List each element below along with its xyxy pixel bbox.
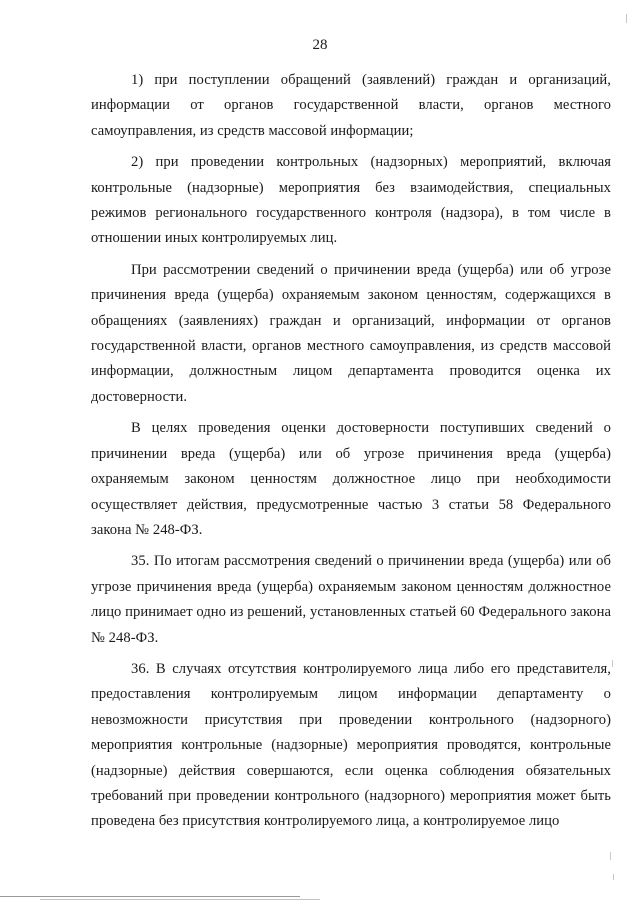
- paragraph-item-1: 1) при поступлении обращений (заявлений) граждан и организаций, информации от органов государственной власти, органов местного самоуправления, из средств массовой информации;: [91, 72, 611, 139]
- paragraph-clause-35: 35. По итогам рассмотрения сведений о причинении вреда (ущерба) или об угрозе причинения вреда (ущерба) охраняемым законом ценностям должностное лицо принимает одно из решений, установленных статьей 60 Федерального закона № 248-ФЗ.: [91, 553, 611, 646]
- paragraph-clause-36: 36. В случаях отсутствия контролируемого лица либо его представителя, предоставления контролируемым лицом информации департаменту о невозможности присутствия при проведении контрольного (надзорного) мероприятия контрольные (надзорные) мероприятия проводятся, контрольные (надзорные) действия совершаются, если оценка соблюдения обязательных требований при проведении контрольного (надзорного) мероприятия может быть проведена без присутствия контролируемого лица, а контролируемое лицо: [91, 660, 611, 830]
- paragraph-credibility-assessment: При рассмотрении сведений о причинении вреда (ущерба) или об угрозе причинения вреда (ущерба) охраняемым законом ценностям, содержащихся в обращениях (заявлениях) граждан и организаций, информации от органов государственной власти, органов местного самоуправления, из средств массовой информации, должностным лицом департамента проводится оценка их достоверности.: [91, 261, 611, 405]
- scan-edge-line: [0, 896, 300, 897]
- scan-artifact-mark: [626, 14, 627, 23]
- scan-artifact-mark: [613, 874, 614, 880]
- paragraph-item-2: 2) при проведении контрольных (надзорных) мероприятий, включая контрольные (надзорные) мероприятия без взаимодействия, специальных режимов регионального государственного контроля (надзора), в том числе в отношении иных контролируемых лиц.: [91, 154, 611, 247]
- document-body: [91, 68, 611, 841]
- scan-artifact-mark: [612, 660, 613, 667]
- scan-artifact-mark: [610, 852, 611, 860]
- page-number: 28: [312, 37, 328, 53]
- scan-edge-line-secondary: [40, 899, 320, 900]
- paragraph-assessment-actions: В целях проведения оценки достоверности поступивших сведений о причинении вреда (ущерба) или об угрозе причинения вреда (ущерба) охраняемым законом ценностям должностное лицо при необходимости осуществляет действия, предусмотренные частью 3 статьи 58 Федерального закона № 248-ФЗ.: [91, 420, 611, 538]
